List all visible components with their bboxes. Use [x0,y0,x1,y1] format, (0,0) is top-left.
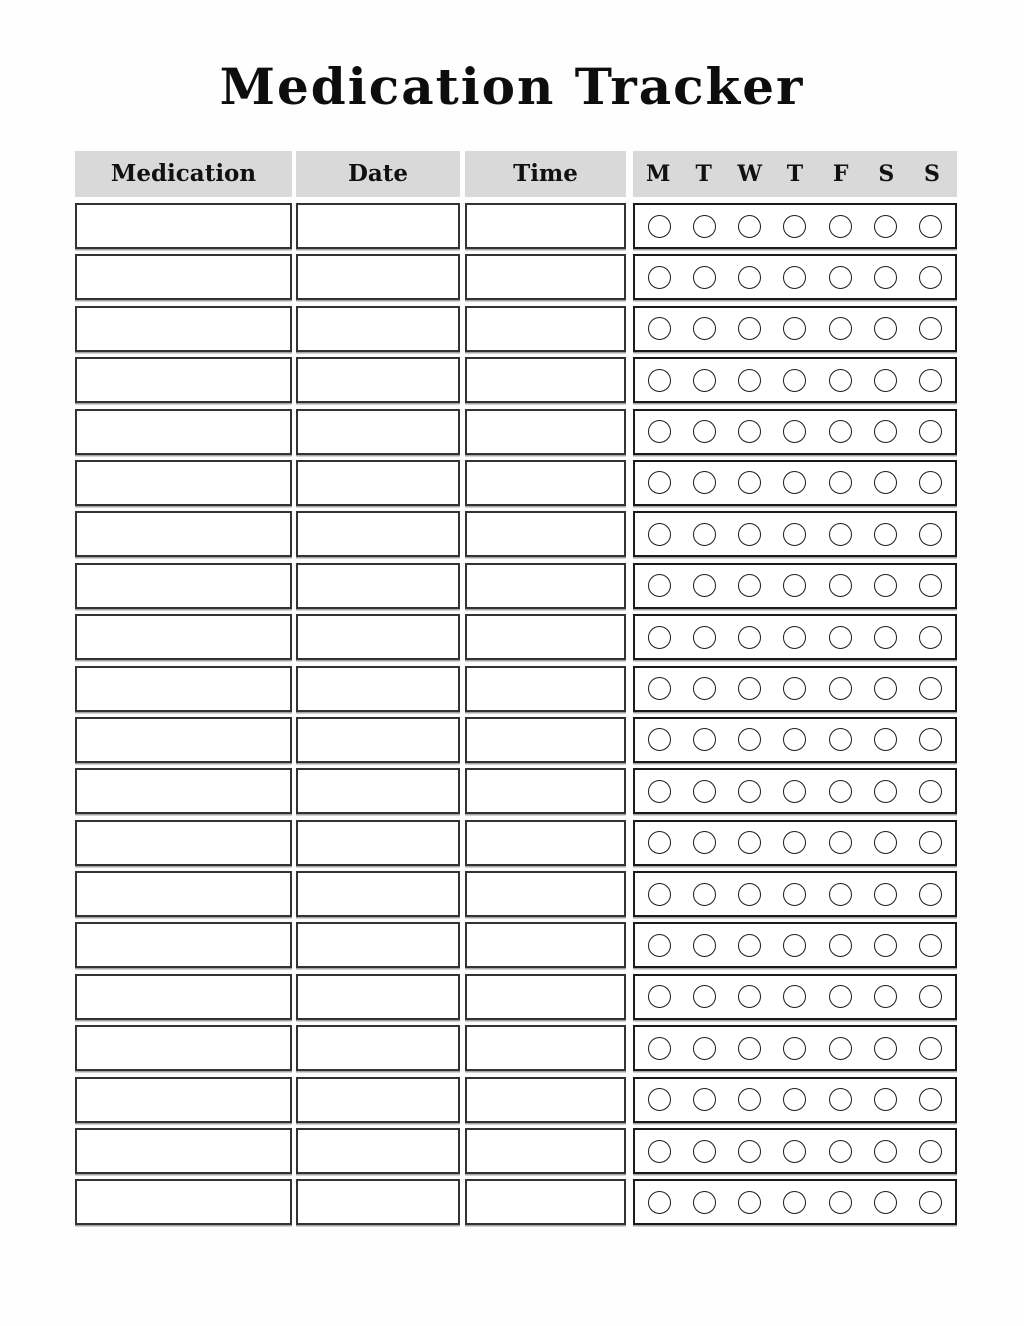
day-checkbox-S-5[interactable] [874,1191,897,1214]
day-checkbox-S-5[interactable] [874,420,897,443]
time-input[interactable] [465,666,626,712]
day-checkbox-S-6[interactable] [919,471,942,494]
medication-input[interactable] [75,460,292,506]
time-input[interactable] [465,614,626,660]
day-checkbox-M-0[interactable] [648,985,671,1008]
day-checkbox-F-4[interactable] [829,883,852,906]
day-checkbox-T-3[interactable] [783,317,806,340]
day-checkbox-T-3[interactable] [783,883,806,906]
medication-input[interactable] [75,717,292,763]
day-checkbox-F-4[interactable] [829,471,852,494]
time-input[interactable] [465,871,626,917]
day-checkbox-S-5[interactable] [874,780,897,803]
table-row [75,974,957,1020]
day-checkbox-W-2[interactable] [738,1037,761,1060]
day-header-letter: T [786,161,804,187]
day-checkbox-T-1[interactable] [693,369,716,392]
table-row [75,563,957,609]
date-input[interactable] [296,409,460,455]
day-checkbox-T-1[interactable] [693,1191,716,1214]
day-checkbox-S-6[interactable] [919,420,942,443]
day-checkbox-group [633,666,957,712]
day-checkbox-group [633,820,957,866]
day-checkbox-W-2[interactable] [738,626,761,649]
medication-input[interactable] [75,974,292,1020]
day-checkbox-T-1[interactable] [693,471,716,494]
table-row [75,357,957,403]
medication-input[interactable] [75,922,292,968]
day-checkbox-F-4[interactable] [829,369,852,392]
date-input[interactable] [296,1179,460,1225]
day-checkbox-T-3[interactable] [783,1140,806,1163]
time-input[interactable] [465,409,626,455]
time-input[interactable] [465,460,626,506]
day-checkbox-T-3[interactable] [783,677,806,700]
day-checkbox-T-1[interactable] [693,728,716,751]
day-checkbox-S-5[interactable] [874,317,897,340]
column-header-date: Date [296,151,460,197]
day-checkbox-S-5[interactable] [874,1140,897,1163]
day-checkbox-T-1[interactable] [693,626,716,649]
day-checkbox-M-0[interactable] [648,1191,671,1214]
medication-input[interactable] [75,871,292,917]
day-checkbox-S-6[interactable] [919,626,942,649]
day-checkbox-S-5[interactable] [874,728,897,751]
medication-input[interactable] [75,1179,292,1225]
day-checkbox-S-6[interactable] [919,985,942,1008]
day-checkbox-M-0[interactable] [648,626,671,649]
table-row [75,1179,957,1225]
medication-input[interactable] [75,666,292,712]
day-checkbox-M-0[interactable] [648,1037,671,1060]
day-checkbox-W-2[interactable] [738,934,761,957]
column-header-medication: Medication [75,151,292,197]
medication-input[interactable] [75,203,292,249]
medication-input[interactable] [75,254,292,300]
day-checkbox-F-4[interactable] [829,626,852,649]
day-checkbox-M-0[interactable] [648,215,671,238]
day-checkbox-T-1[interactable] [693,780,716,803]
table-row [75,460,957,506]
table-row [75,614,957,660]
date-input[interactable] [296,254,460,300]
day-checkbox-W-2[interactable] [738,471,761,494]
medication-input[interactable] [75,1128,292,1174]
date-input[interactable] [296,871,460,917]
medication-input[interactable] [75,409,292,455]
day-checkbox-S-5[interactable] [874,369,897,392]
day-checkbox-T-3[interactable] [783,728,806,751]
time-input[interactable] [465,357,626,403]
day-checkbox-T-3[interactable] [783,574,806,597]
day-checkbox-M-0[interactable] [648,317,671,340]
day-checkbox-S-5[interactable] [874,1037,897,1060]
day-checkbox-W-2[interactable] [738,369,761,392]
day-checkbox-S-5[interactable] [874,1088,897,1111]
date-input[interactable] [296,666,460,712]
date-input[interactable] [296,614,460,660]
day-header-letter: T [695,161,712,187]
day-checkbox-T-1[interactable] [693,266,716,289]
day-checkbox-T-1[interactable] [693,934,716,957]
day-checkbox-S-6[interactable] [919,780,942,803]
time-input[interactable] [465,563,626,609]
day-checkbox-S-6[interactable] [919,1088,942,1111]
day-checkbox-S-6[interactable] [919,831,942,854]
day-checkbox-W-2[interactable] [738,728,761,751]
day-checkbox-W-2[interactable] [738,523,761,546]
time-input[interactable] [465,1077,626,1123]
day-checkbox-F-4[interactable] [829,677,852,700]
day-checkbox-F-4[interactable] [829,1037,852,1060]
day-checkbox-M-0[interactable] [648,369,671,392]
day-checkbox-T-1[interactable] [693,215,716,238]
day-checkbox-group [633,306,957,352]
day-checkbox-T-1[interactable] [693,574,716,597]
date-input[interactable] [296,511,460,557]
date-input[interactable] [296,203,460,249]
day-headers-row [633,151,957,197]
day-checkbox-M-0[interactable] [648,728,671,751]
time-input[interactable] [465,254,626,300]
day-checkbox-group [633,1025,957,1071]
day-checkbox-M-0[interactable] [648,471,671,494]
day-checkbox-T-3[interactable] [783,215,806,238]
day-checkbox-S-5[interactable] [874,266,897,289]
time-input[interactable] [465,306,626,352]
day-checkbox-W-2[interactable] [738,883,761,906]
day-checkbox-S-5[interactable] [874,626,897,649]
day-checkbox-S-6[interactable] [919,215,942,238]
table-row [75,409,957,455]
day-header-letter: S [878,161,895,187]
day-checkbox-group [633,768,957,814]
table-row [75,717,957,763]
day-checkbox-group [633,203,957,249]
table-row [75,1077,957,1123]
medication-input[interactable] [75,1077,292,1123]
table-row [75,306,957,352]
medication-input[interactable] [75,768,292,814]
time-input[interactable] [465,974,626,1020]
day-checkbox-T-3[interactable] [783,1191,806,1214]
day-checkbox-S-6[interactable] [919,677,942,700]
day-checkbox-M-0[interactable] [648,574,671,597]
date-input[interactable] [296,717,460,763]
day-checkbox-W-2[interactable] [738,677,761,700]
day-checkbox-W-2[interactable] [738,317,761,340]
day-checkbox-F-4[interactable] [829,266,852,289]
day-checkbox-F-4[interactable] [829,1191,852,1214]
day-checkbox-M-0[interactable] [648,266,671,289]
day-checkbox-S-5[interactable] [874,523,897,546]
table-row [75,768,957,814]
day-checkbox-S-5[interactable] [874,215,897,238]
medication-input[interactable] [75,511,292,557]
time-input[interactable] [465,511,626,557]
day-checkbox-T-3[interactable] [783,523,806,546]
page-title: Medication Tracker [219,57,805,116]
medication-input[interactable] [75,306,292,352]
day-checkbox-T-3[interactable] [783,471,806,494]
day-checkbox-S-6[interactable] [919,317,942,340]
day-checkbox-F-4[interactable] [829,523,852,546]
table-row [75,820,957,866]
day-checkbox-W-2[interactable] [738,831,761,854]
day-checkbox-F-4[interactable] [829,780,852,803]
day-checkbox-T-3[interactable] [783,369,806,392]
day-checkbox-M-0[interactable] [648,677,671,700]
day-checkbox-T-3[interactable] [783,266,806,289]
day-header-letter: M [646,161,671,187]
day-checkbox-W-2[interactable] [738,574,761,597]
date-input[interactable] [296,922,460,968]
medication-input[interactable] [75,357,292,403]
time-input[interactable] [465,1179,626,1225]
day-checkbox-F-4[interactable] [829,728,852,751]
table-body [75,203,957,1225]
day-checkbox-F-4[interactable] [829,831,852,854]
day-checkbox-S-5[interactable] [874,574,897,597]
day-checkbox-group [633,357,957,403]
time-input[interactable] [465,768,626,814]
day-checkbox-group [633,614,957,660]
day-checkbox-W-2[interactable] [738,420,761,443]
table-row [75,1025,957,1071]
day-checkbox-T-1[interactable] [693,1140,716,1163]
day-checkbox-T-3[interactable] [783,780,806,803]
day-checkbox-S-5[interactable] [874,883,897,906]
date-input[interactable] [296,306,460,352]
day-checkbox-T-3[interactable] [783,985,806,1008]
date-input[interactable] [296,563,460,609]
time-input[interactable] [465,203,626,249]
day-checkbox-M-0[interactable] [648,934,671,957]
day-checkbox-T-1[interactable] [693,883,716,906]
day-checkbox-S-6[interactable] [919,728,942,751]
day-checkbox-S-5[interactable] [874,985,897,1008]
day-checkbox-T-3[interactable] [783,420,806,443]
day-checkbox-S-6[interactable] [919,1191,942,1214]
day-checkbox-S-6[interactable] [919,523,942,546]
day-checkbox-T-3[interactable] [783,1037,806,1060]
table-row [75,666,957,712]
day-checkbox-T-1[interactable] [693,831,716,854]
table-row [75,871,957,917]
day-checkbox-T-3[interactable] [783,1088,806,1111]
day-checkbox-group [633,1128,957,1174]
time-input[interactable] [465,1128,626,1174]
day-checkbox-T-3[interactable] [783,934,806,957]
day-checkbox-group [633,717,957,763]
day-checkbox-group [633,974,957,1020]
time-input[interactable] [465,922,626,968]
time-input[interactable] [465,820,626,866]
date-input[interactable] [296,460,460,506]
day-checkbox-S-6[interactable] [919,934,942,957]
day-checkbox-W-2[interactable] [738,985,761,1008]
day-checkbox-W-2[interactable] [738,1191,761,1214]
day-checkbox-M-0[interactable] [648,420,671,443]
day-checkbox-group [633,1179,957,1225]
table-row [75,922,957,968]
day-checkbox-F-4[interactable] [829,420,852,443]
table-row [75,1128,957,1174]
time-input[interactable] [465,717,626,763]
day-checkbox-group [633,1077,957,1123]
day-checkbox-M-0[interactable] [648,523,671,546]
day-checkbox-M-0[interactable] [648,1140,671,1163]
day-checkbox-F-4[interactable] [829,985,852,1008]
day-checkbox-group [633,563,957,609]
day-checkbox-W-2[interactable] [738,266,761,289]
day-checkbox-group [633,254,957,300]
day-checkbox-T-1[interactable] [693,1037,716,1060]
day-checkbox-S-5[interactable] [874,831,897,854]
day-checkbox-M-0[interactable] [648,780,671,803]
medication-input[interactable] [75,563,292,609]
medication-input[interactable] [75,820,292,866]
day-checkbox-T-1[interactable] [693,985,716,1008]
date-input[interactable] [296,357,460,403]
day-checkbox-S-5[interactable] [874,471,897,494]
time-input[interactable] [465,1025,626,1071]
day-checkbox-T-3[interactable] [783,626,806,649]
day-checkbox-T-1[interactable] [693,317,716,340]
day-checkbox-S-6[interactable] [919,1140,942,1163]
day-header-letter: W [737,161,763,187]
table-row [75,254,957,300]
day-checkbox-W-2[interactable] [738,1088,761,1111]
day-checkbox-S-6[interactable] [919,883,942,906]
day-checkbox-T-1[interactable] [693,420,716,443]
day-checkbox-F-4[interactable] [829,934,852,957]
day-checkbox-W-2[interactable] [738,1140,761,1163]
day-checkbox-W-2[interactable] [738,215,761,238]
day-checkbox-group [633,871,957,917]
day-checkbox-F-4[interactable] [829,317,852,340]
table-header-row [75,151,957,197]
date-input[interactable] [296,974,460,1020]
date-input[interactable] [296,820,460,866]
column-header-time: Time [465,151,626,197]
day-checkbox-S-6[interactable] [919,574,942,597]
day-header-letter: F [832,161,849,187]
medication-input[interactable] [75,614,292,660]
day-header-letter: S [923,161,940,187]
day-checkbox-M-0[interactable] [648,883,671,906]
day-checkbox-S-6[interactable] [919,1037,942,1060]
day-checkbox-F-4[interactable] [829,215,852,238]
day-checkbox-F-4[interactable] [829,1088,852,1111]
day-checkbox-S-5[interactable] [874,677,897,700]
medication-tracker-table [75,151,957,1231]
day-checkbox-group [633,922,957,968]
day-checkbox-F-4[interactable] [829,1140,852,1163]
date-input[interactable] [296,1128,460,1174]
table-row [75,511,957,557]
date-input[interactable] [296,1025,460,1071]
day-checkbox-S-6[interactable] [919,266,942,289]
date-input[interactable] [296,1077,460,1123]
day-checkbox-M-0[interactable] [648,831,671,854]
day-checkbox-T-1[interactable] [693,677,716,700]
day-checkbox-T-1[interactable] [693,1088,716,1111]
date-input[interactable] [296,768,460,814]
table-row [75,203,957,249]
day-checkbox-M-0[interactable] [648,1088,671,1111]
day-checkbox-T-3[interactable] [783,831,806,854]
day-checkbox-F-4[interactable] [829,574,852,597]
day-checkbox-group [633,511,957,557]
day-checkbox-T-1[interactable] [693,523,716,546]
medication-input[interactable] [75,1025,292,1071]
day-checkbox-S-5[interactable] [874,934,897,957]
day-checkbox-S-6[interactable] [919,369,942,392]
day-checkbox-group [633,460,957,506]
day-checkbox-group [633,409,957,455]
day-checkbox-W-2[interactable] [738,780,761,803]
